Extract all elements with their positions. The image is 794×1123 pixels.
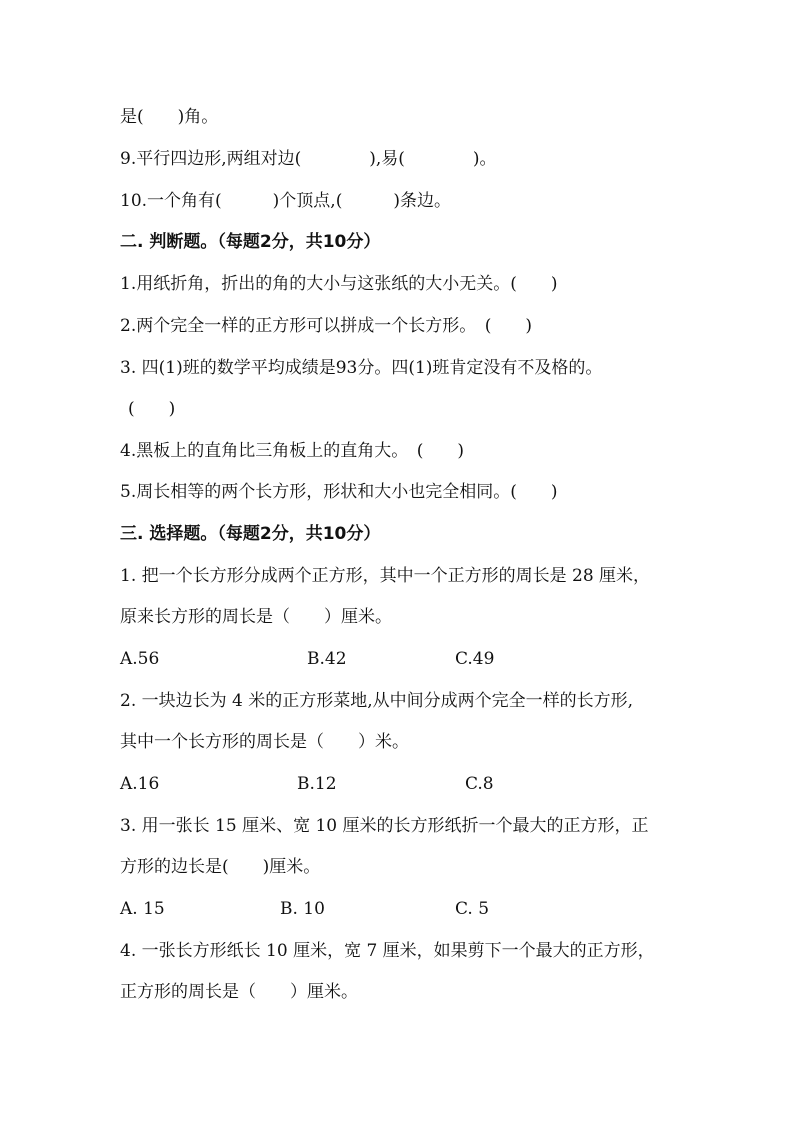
option-c: C. 5 [455, 899, 490, 919]
choice-question-1-line-2: 原来长方形的周长是（ ）厘米。 [120, 607, 392, 627]
option-c: C.49 [455, 649, 495, 669]
true-false-question-5: 5.周长相等的两个长方形，形状和大小也完全相同。( ) [120, 482, 558, 502]
choice-question-3-line-1: 3. 用一张长 15 厘米、宽 10 厘米的长方形纸折一个最大的正方形，正 [120, 816, 649, 836]
option-a: A.56 [120, 649, 160, 669]
choice-question-1-line-1: 1. 把一个长方形分成两个正方形，其中一个正方形的周长是 28 厘米， [120, 566, 651, 586]
option-a: A.16 [120, 774, 160, 794]
fill-in-question-9: 9.平行四边形,两组对边( ),易( )。 [120, 149, 497, 169]
true-false-question-3: 3. 四(1)班的数学平均成绩是93分。四(1)班肯定没有不及格的。 [120, 358, 603, 378]
option-c: C.8 [465, 774, 494, 794]
option-a: A. 15 [120, 899, 165, 919]
option-b: B.12 [297, 774, 337, 794]
true-false-question-1: 1.用纸折角，折出的角的大小与这张纸的大小无关。( ) [120, 274, 558, 294]
true-false-question-4: 4.黑板上的直角比三角板上的直角大。 ( ) [120, 441, 464, 461]
true-false-question-2: 2.两个完全一样的正方形可以拼成一个长方形。 ( ) [120, 316, 532, 336]
choice-question-3-line-2: 方形的边长是( )厘米。 [120, 857, 321, 877]
choice-question-4-line-2: 正方形的周长是（ ）厘米。 [120, 982, 358, 1002]
choice-question-4-line-1: 4. 一张长方形纸长 10 厘米，宽 7 厘米，如果剪下一个最大的正方形， [120, 941, 655, 961]
choice-question-2-line-1: 2. 一块边长为 4 米的正方形菜地,从中间分成两个完全一样的长方形, [120, 691, 634, 711]
true-false-question-3-answer-blank: ( ) [128, 399, 176, 419]
option-b: B. 10 [280, 899, 325, 919]
fill-in-continuation-line: 是( )角。 [120, 107, 219, 127]
section-heading-multiple-choice: 三. 选择题。（每题2分，共10分） [120, 524, 381, 544]
option-b: B.42 [307, 649, 347, 669]
fill-in-question-10: 10.一个角有( )个顶点,( )条边。 [120, 191, 451, 211]
choice-question-2-line-2: 其中一个长方形的周长是（ ）米。 [120, 732, 409, 752]
section-heading-true-false: 二. 判断题。（每题2分，共10分） [120, 232, 381, 252]
